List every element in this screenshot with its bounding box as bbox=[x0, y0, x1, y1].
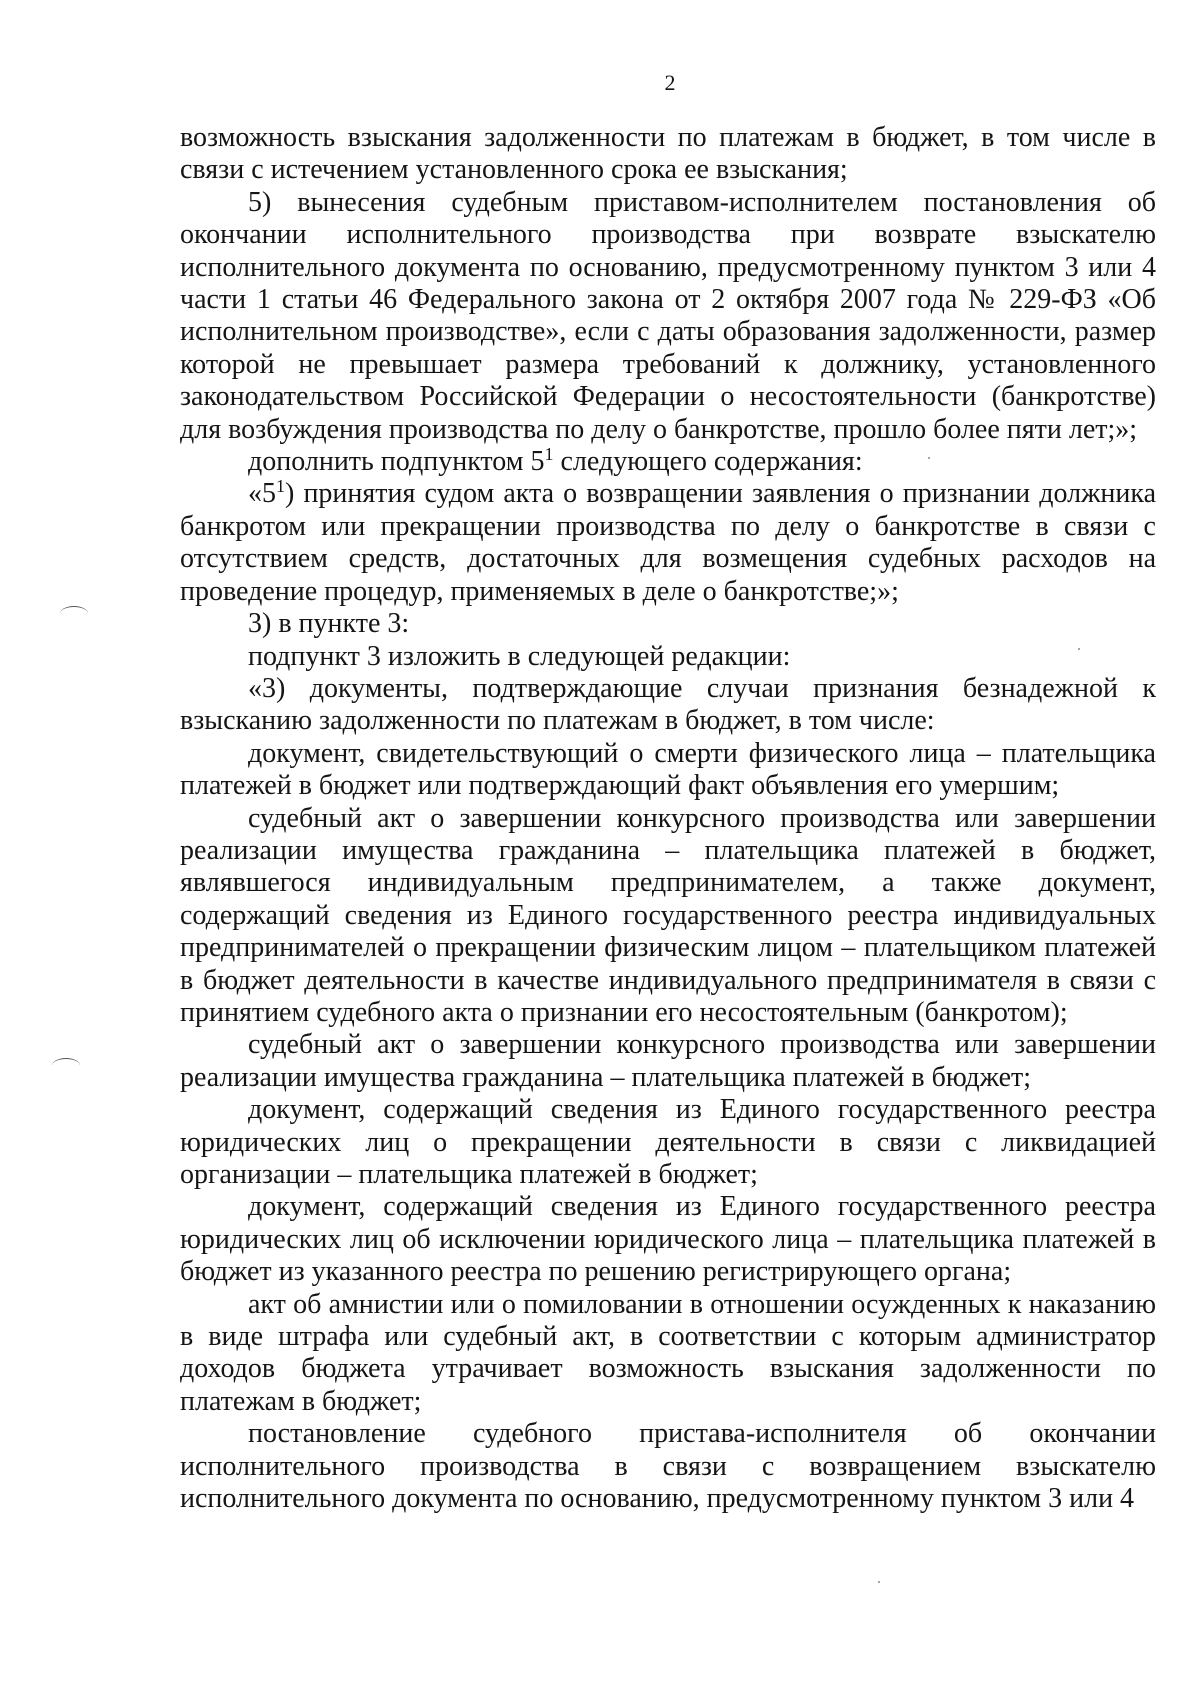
punch-hole-mark-upper bbox=[60, 606, 88, 621]
paragraph-2: 5) вынесения судебным приставом-исполнителем постановления об окончании исполнительного производства при возврате взыскателю исполнительного документа по основанию, предусмотренному пунктом 3 или 4 части 1 статьи 46 Федерального закона от 2 октября 2007 года № 229-ФЗ «Об исполнительном производстве», если с даты образования задолженности, размер которой не превышает размера требований к должнику, установленного законодательством Российской Федерации о несостоятельности (банкротстве) для возбуждения производства по делу о банкротстве, прошло более пяти лет;»; bbox=[180, 186, 1156, 445]
paragraph-5: 3) в пункте 3: bbox=[248, 608, 410, 640]
superscript: 1 bbox=[276, 476, 285, 497]
paragraph-6: подпункт 3 изложить в следующей редакции: bbox=[248, 640, 791, 672]
paragraph-12: документ, содержащий сведения из Единого государственного реестра юридических лиц об исключении юридического лица – плательщика платежей в бюджет из указанного реестра по решению регистрирующего органа; bbox=[180, 1191, 1156, 1288]
paragraph-11: документ, содержащий сведения из Единого государственного реестра юридических лиц о прекращении деятельности в связи с ликвидацией организации – плательщика платежей в бюджет; bbox=[180, 1094, 1156, 1190]
document-body bbox=[180, 122, 1156, 1515]
punch-hole-mark-lower bbox=[52, 1058, 80, 1073]
page-number: 2 bbox=[664, 70, 676, 95]
paragraph-7: «3) документы, подтверждающие случаи признания безнадежной к взысканию задолженности по платежам в бюджет, в том числе: bbox=[180, 672, 1156, 737]
paragraph-3: дополнить подпунктом $5^1$ следующего содержания: bbox=[248, 444, 863, 478]
superscript: 1 bbox=[544, 444, 554, 465]
paragraph-4: «$5^1$) принятия судом акта о возвращении заявления о признании должника банкротом или прекращении производства по делу о банкротстве в связи с отсутствием средств, достаточных для возмещения судебных расходов на проведение процедур, применяемых в деле о банкротстве;»; bbox=[180, 476, 1156, 607]
paragraph-10: судебный акт о завершении конкурсного производства или завершении реализации имущества гражданина – плательщика платежей в бюджет; bbox=[180, 1029, 1156, 1093]
paragraph-9: судебный акт о завершении конкурсного производства или завершении реализации имущества гражданина – плательщика платежей в бюджет, являвшегося индивидуальным предпринимателем, а также документ, содержащий сведения из Единого государственного реестра индивидуальных предпринимателей о прекращении физическим лицом – плательщиком платежей в бюджет деятельности в качестве индивидуального предпринимателя в связи с принятием судебного акта о признании его несостоятельным (банкротом); bbox=[180, 802, 1156, 1028]
scan-speck bbox=[878, 1581, 880, 1583]
paragraph-13: акт об амнистии или о помиловании в отношении осужденных к наказанию в виде штрафа или судебный акт, в соответствии с которым администратор доходов бюджета утрачивает возможность взыскания задолженности по платежам в бюджет; bbox=[180, 1288, 1156, 1417]
paragraph-14: постановление судебного пристава-исполнителя об окончании исполнительного производства в связи с возвращением взыскателю исполнительного документа по основанию, предусмотренному пунктом 3 или 4 bbox=[180, 1418, 1156, 1515]
paragraph-8: документ, свидетельствующий о смерти физического лица – плательщика платежей в бюджет или подтверждающий факт объявления его умершим; bbox=[180, 737, 1156, 802]
paragraph-1: возможность взыскания задолженности по платежам в бюджет, в том числе в связи с истечением установленного срока ее взыскания; bbox=[180, 122, 1156, 186]
